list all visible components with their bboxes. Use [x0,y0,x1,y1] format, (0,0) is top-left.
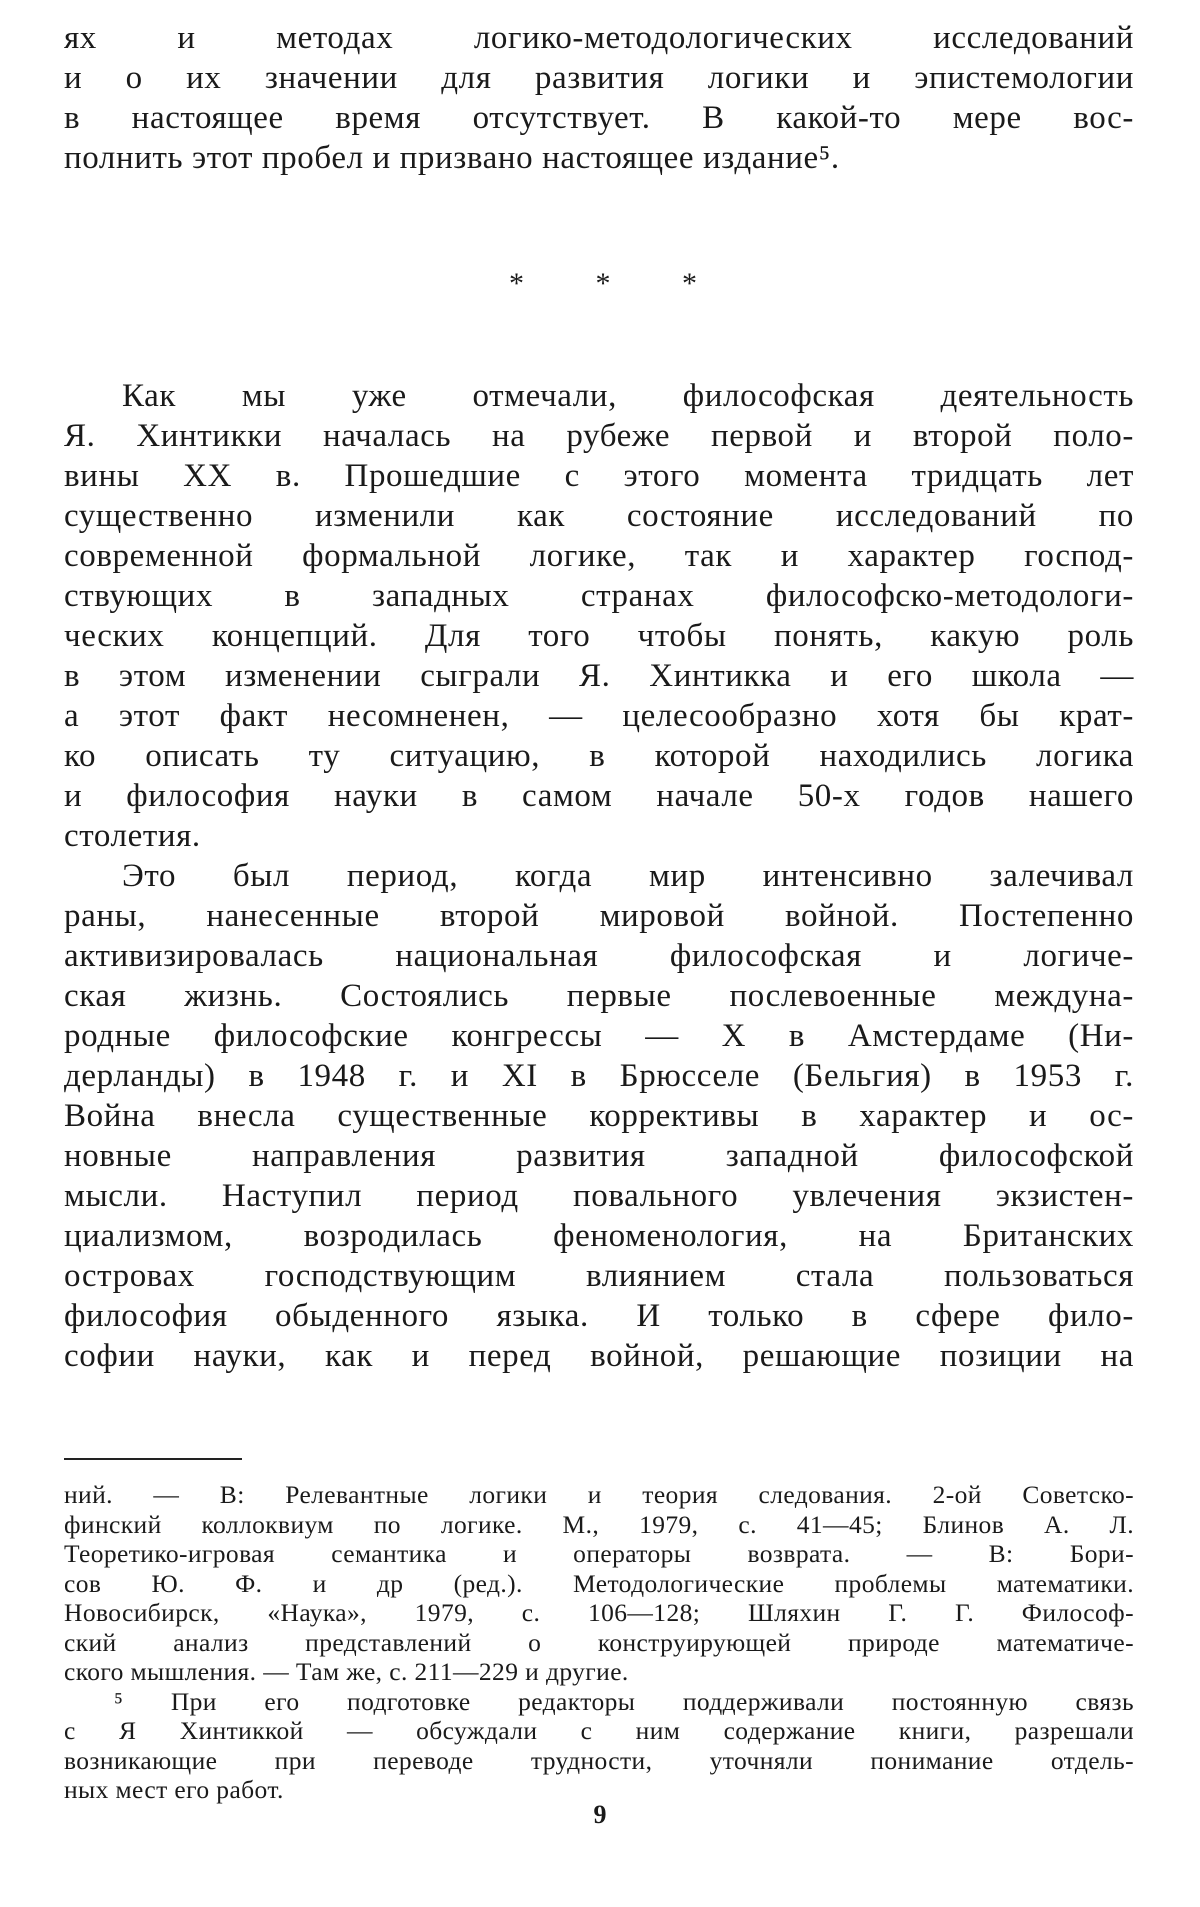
text-line: Я. Хинтикки началась на рубеже первой и второй поло- [64,418,1134,454]
footnote-line: ний. — В: Релевантные логики и теория следования. 2-ой Советско- [64,1480,1134,1509]
text-line: софии науки, как и перед войной, решающие позиции на [64,1338,1134,1374]
footnote-line: ных мест его работ. [64,1775,284,1804]
footnote-5 [64,1687,1134,1805]
footnote-line: с Я Хинтиккой — обсуждали с ним содержание книги, разрешали [64,1716,1134,1745]
text-line: и философия науки в самом начале 50-х годов нашего [64,778,1134,814]
text-line: Как мы уже отмечали, философская деятельность [122,378,1134,414]
footnote-line: сов Ю. Ф. и др (ред.). Методологические проблемы математики. [64,1568,1134,1598]
footnote-line: возникающие при переводе трудности, уточняли понимание отдель- [64,1745,1134,1775]
text-line: существенно изменили как состояние исследований по [64,498,1134,534]
footnote-line: Новосибирск, «Наука», 1979, с. 106—128; Шляхин Г. Г. Философ- [64,1598,1134,1627]
text-line: дерланды) в 1948 г. и XI в Брюсселе (Бельгия) в 1953 г. [64,1058,1134,1094]
text-line: новные направления развития западной философской [64,1138,1134,1174]
text-line: Война внесла существенные коррективы в характер и ос- [64,1098,1134,1134]
text-line: раны, нанесенные второй мировой войной. Постепенно [64,898,1134,934]
text-line: ческих концепций. Для того чтобы понять, какую роль [64,618,1134,654]
page-body [64,18,1134,1805]
text-line: в этом изменении сыграли Я. Хинтикка и его школа — [64,658,1134,694]
text-line: циализмом, возродилась феноменология, на Британских [64,1218,1134,1254]
text-line: вины XX в. Прошедшие с этого момента тридцать лет [64,458,1134,494]
section-separator: * * * [509,267,729,300]
footnote-line: финский коллоквиум по логике. М., 1979, с. 41—45; Блинов А. Л. [64,1509,1134,1539]
text-line: мысли. Наступил период повального увлечения экзистен- [64,1178,1134,1214]
text-line: активизировалась национальная философская и логиче- [64,938,1134,974]
text-line: столетия. [64,818,201,854]
footnote-line: ский анализ представлений о конструирующей природе математиче- [64,1627,1134,1657]
paragraph-1 [64,376,1134,856]
text-line: ствующих в западных странах философско-методологи- [64,578,1134,614]
footnote-line: Теоретико-игровая семантика и операторы возврата. — В: Бори- [64,1539,1134,1568]
text-line: современной формальной логике, так и характер господ- [64,538,1134,574]
footnote-line: ского мышления. — Там же, с. 211—229 и другие. [64,1657,629,1686]
footnote-rule [64,1458,242,1460]
text-line: родные философские конгрессы — X в Амстердаме (Ни- [64,1018,1134,1054]
text-line: полнить этот пробел и призвано настоящее издание⁵. [64,140,840,176]
footnote-line: ⁵ При его подготовке редакторы поддерживали постоянную связь [114,1686,1134,1716]
text-line: Это был период, когда мир интенсивно залечивал [122,858,1134,894]
text-line: и о их значении для развития логики и эпистемологии [64,60,1134,96]
text-line: а этот факт несомненен, — целесообразно хотя бы крат- [64,698,1134,734]
text-line: ко описать ту ситуацию, в которой находились логика [64,738,1134,774]
page-number: 9 [593,1800,607,1829]
text-line: островах господствующим влиянием стала пользоваться [64,1258,1134,1294]
text-line: ская жизнь. Состоялись первые послевоенные междуна- [64,978,1134,1014]
intro-text [64,18,1134,178]
text-line: философия обыденного языка. И только в сфере фило- [64,1298,1134,1334]
paragraph-2 [64,856,1134,1376]
text-line: ях и методах логико-методологических исследований [64,20,1134,56]
footnote-continuation [64,1480,1134,1687]
text-line: в настоящее время отсутствует. В какой-то мере вос- [64,100,1134,136]
